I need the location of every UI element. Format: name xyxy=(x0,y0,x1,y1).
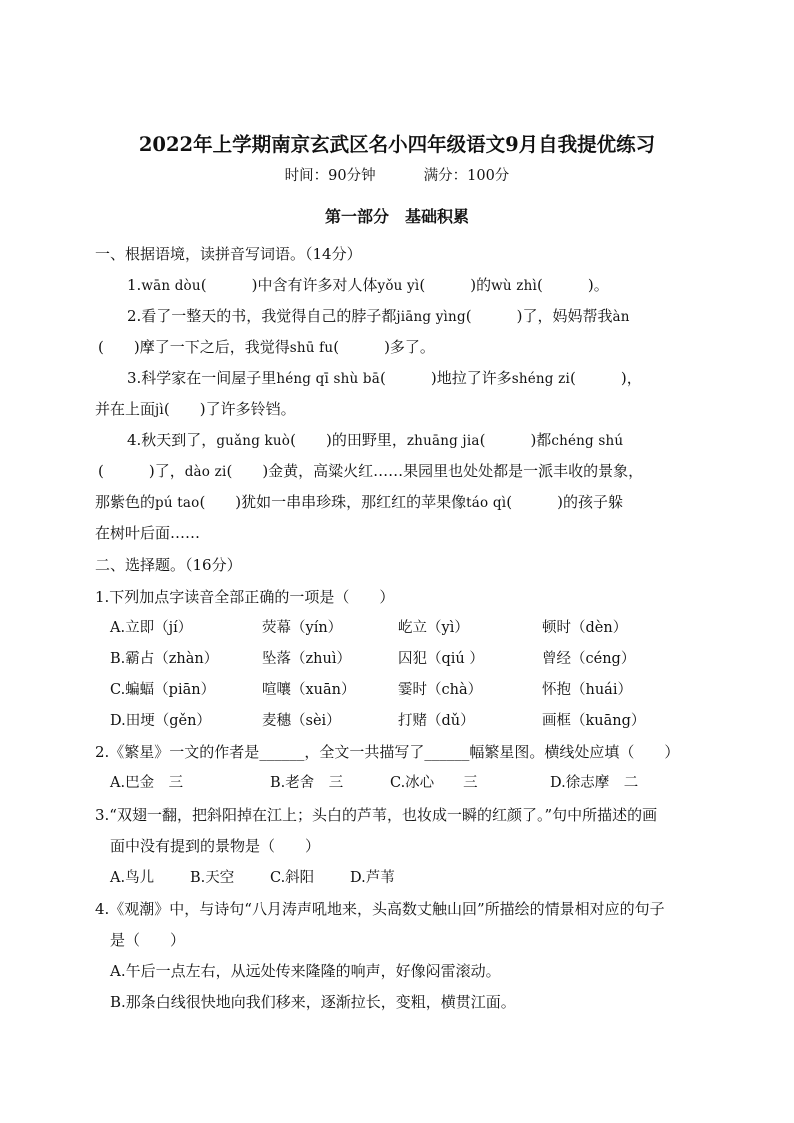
question-1-3-line2: 并在上面jì( )了许多铃铛。 xyxy=(95,400,296,418)
pinyin: pú tao xyxy=(155,495,200,511)
option-cell: 画框（kuāng） xyxy=(542,713,646,729)
question-1-4-line4: 在树叶后面…… xyxy=(95,524,201,542)
pinyin: zhuāng jia xyxy=(406,433,480,449)
option-cell: C.冰心 三 xyxy=(390,775,478,791)
full-score: 满分：100分 xyxy=(423,168,510,184)
option-cell: D.芦苇 xyxy=(350,870,395,886)
pinyin: wù zhì xyxy=(491,278,537,294)
option-cell: D.田埂（gěn） xyxy=(110,713,211,729)
option-cell: C.斜阳 xyxy=(270,870,315,886)
time-limit: 时间：90分钟 xyxy=(284,168,376,184)
option-cell: 荧幕（yín） xyxy=(262,620,343,636)
question-1-4-line2: ( )了，dào zi( )金黄，高粱火红……果园里也处处都是一派丰收的景象， xyxy=(98,462,644,480)
question-2-3-line1: 3.“双翅一翻，把斜阳掉在江上；头白的芦苇，也妆成一瞬的红颜了。”句中所描述的画 xyxy=(95,806,658,824)
section1-heading: 一、根据语境，读拼音写词语。（14分） xyxy=(95,245,362,263)
question-1-3-line1: 3.科学家在一间屋子里héng qī shù bā( )地拉了许多shéng zi( )， xyxy=(127,369,642,387)
pinyin: jì xyxy=(155,402,164,418)
question-2-2-stem: 2.《繁星》一文的作者是______，全文一共描写了______幅繁星图。横线处应填（ ） xyxy=(95,743,680,761)
question-2-1-stem: 1.下列加点字读音全部正确的一项是（ ） xyxy=(95,588,395,606)
pinyin: shéng zi xyxy=(511,371,570,387)
option-cell: B.老舍 三 xyxy=(270,775,344,791)
section2-heading: 二、选择题。（16分） xyxy=(95,556,242,574)
pinyin: táo qì xyxy=(466,495,507,511)
pinyin: chéng shú xyxy=(551,433,624,449)
question-2-3-line2: 面中没有提到的景物是（ ） xyxy=(110,837,321,855)
pinyin: héng qī shù bā xyxy=(276,371,380,387)
exam-info xyxy=(0,166,794,186)
question-1-2-line2: ( )摩了一下之后，我觉得shū fu( )多了。 xyxy=(98,338,435,356)
pinyin: yǒu yì xyxy=(377,278,420,294)
question-2-4-option-b: B.那条白线很快地向我们移来，逐渐拉长，变粗，横贯江面。 xyxy=(110,993,516,1011)
option-cell: A.立即（jí） xyxy=(110,620,193,636)
pinyin: dào zi xyxy=(184,464,227,480)
option-cell: 打赌（dǔ） xyxy=(398,713,475,729)
option-cell: 囚犯（qiú ） xyxy=(398,651,484,667)
option-cell: 喧嚷（xuān） xyxy=(262,682,356,698)
option-cell: 坠落（zhuì） xyxy=(262,651,351,667)
pinyin: jiāng yìng xyxy=(396,309,466,325)
question-1-4-line1: 4.秋天到了，guǎng kuò( )的田野里，zhuāng jia( )都chéng shú xyxy=(127,431,624,449)
question-1-4-line3: 那紫色的pú tao( )犹如一串串珍珠，那红红的苹果像táo qì( )的孩子躲 xyxy=(95,493,623,511)
option-cell: B.天空 xyxy=(190,870,235,886)
pinyin: guǎng kuò xyxy=(216,433,291,449)
pinyin: àn xyxy=(612,309,630,325)
part-heading: 第一部分 基础积累 xyxy=(324,207,469,226)
question-1-2-line1: 2.看了一整天的书，我觉得自己的脖子都jiāng yìng( )了，妈妈帮我àn xyxy=(127,307,630,325)
question-2-4-line1: 4.《观潮》中，与诗句“八月涛声吼地来，头高数丈触山回”所描绘的情景相对应的句子 xyxy=(95,900,665,918)
option-cell: 顿时（dèn） xyxy=(542,620,628,636)
pinyin: wān dòu xyxy=(141,278,201,294)
option-cell: A.鸟儿 xyxy=(110,870,155,886)
option-cell: A.巴金 三 xyxy=(110,775,184,791)
option-cell: 麦穗（sèi） xyxy=(262,713,341,729)
option-cell: C.蝙蝠（piān） xyxy=(110,682,216,698)
question-2-4-line2: 是（ ） xyxy=(110,931,186,949)
option-cell: 怀抱（huái） xyxy=(542,682,632,698)
question-1-1: 1.wān dòu( )中含有许多对人体yǒu yì( )的wù zhì( )。 xyxy=(127,276,609,294)
pinyin: shū fu xyxy=(289,340,334,356)
option-cell: D.徐志摩 二 xyxy=(550,775,639,791)
question-2-4-option-a: A.午后一点左右，从远处传来隆隆的响声，好像闷雷滚动。 xyxy=(110,962,501,980)
option-cell: B.霸占（zhàn） xyxy=(110,651,219,667)
option-cell: 霎时（chà） xyxy=(398,682,483,698)
option-cell: 屹立（yì） xyxy=(398,620,469,636)
option-cell: 曾经（céng） xyxy=(542,651,636,667)
exam-title: 2022年上学期南京玄武区名小四年级语文9月自我提优练习 xyxy=(138,133,656,156)
